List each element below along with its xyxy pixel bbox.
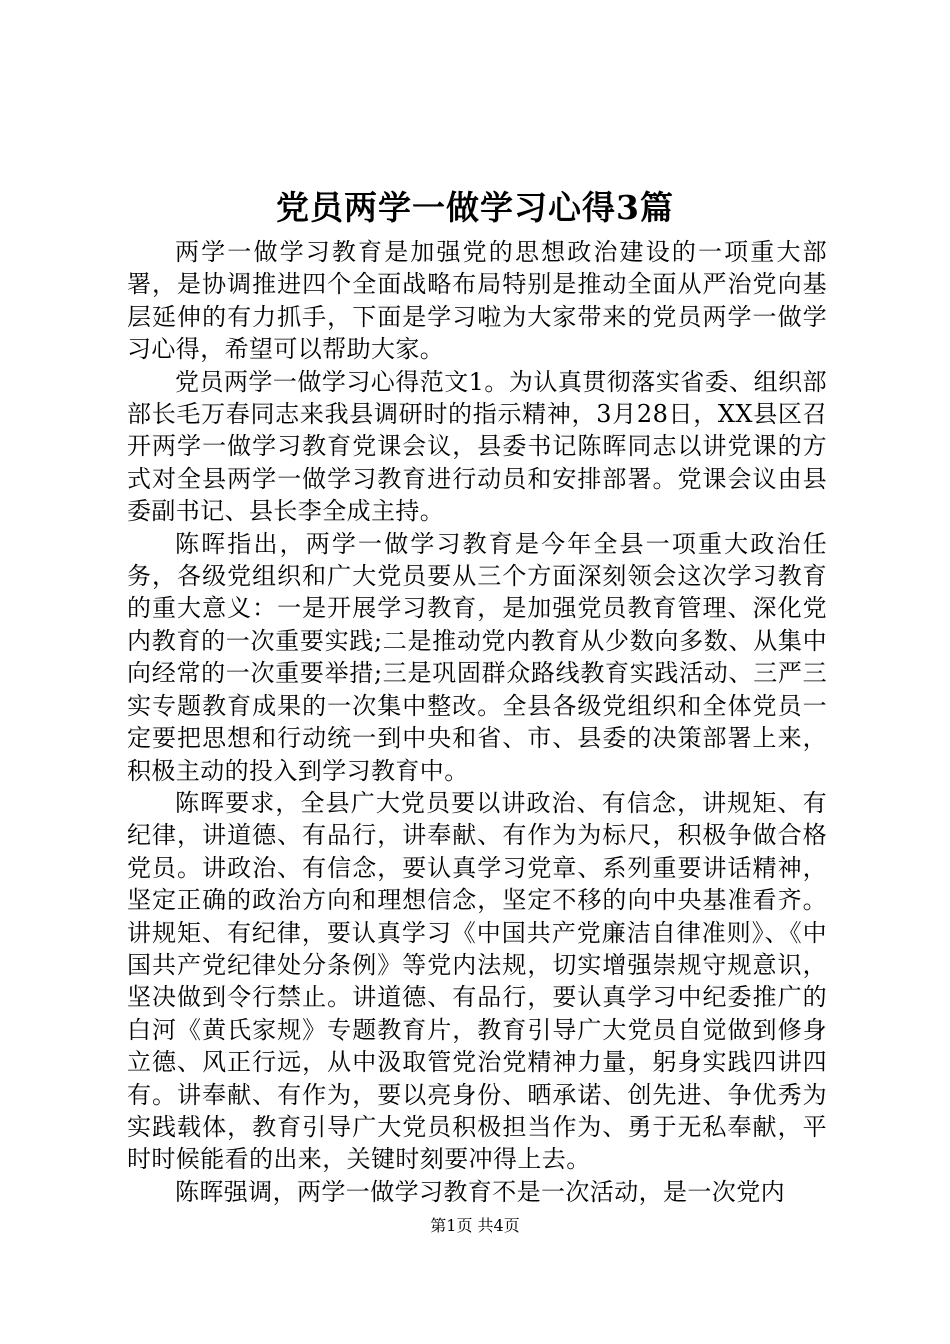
paragraph-requirements: 陈晖要求，全县广大党员要以讲政治、有信念，讲规矩、有纪律，讲道德、有品行，讲奉献、有作为为标尺，积极争做合格党员。讲政治、有信念，要认真学习党章、系列重要讲话精神，坚定正确的政治方向和理想信念，坚定不移的向中央基准看齐。讲规矩、有纪律，要认真学习《中国共产党廉洁自律准则》、《中国共产党纪律处分条例》等党内法规，切实增强崇规守规意识，坚决做到令行禁止。讲道德、有品行，要认真学习中纪委推广的白河《黄氏家规》专题教育片，教育引导广大党员自觉做到修身立德、风正行远，从中汲取管党治党精神力量，躬身实践四讲四有。讲奉献、有作为，要以亮身份、晒承诺、创先进、争优秀为实践载体，教育引导广大党员积极担当作为、勇于无私奉献，平时时候能看的出来，关键时刻要冲得上去。 — [127, 788, 827, 1174]
paragraph-significance: 陈晖指出，两学一做学习教育是今年全县一项重大政治任务，各级党组织和广大党员要从三个方面深刻领会这次学习教育的重大意义：一是开展学习教育，是加强党员教育管理、深化党内教育的一次重要实践;二是推动党内教育从少数向多数、从集中向经常的一次重要举措;三是巩固群众路线教育实践活动、三严三实专题教育成果的一次集中整改。全县各级党组织和全体党员一定要把思想和行动统一到中央和省、市、县委的决策部署上来，积极主动的投入到学习教育中。 — [127, 529, 827, 785]
paragraph-intro: 两学一做学习教育是加强党的思想政治建设的一项重大部署，是协调推进四个全面战略布局特别是推动全面从严治党向基层延伸的有力抓手，下面是学习啦为大家带来的党员两学一做学习心得，希望可以帮助大家。 — [127, 238, 827, 364]
document-title: 党员两学一做学习心得3篇 — [276, 188, 674, 227]
page-number: 第1页 共4页 — [430, 1216, 520, 1235]
document-body — [127, 236, 827, 1208]
paragraph-emphasis: 陈晖强调，两学一做学习教育不是一次活动，是一次党内 — [175, 1177, 785, 1206]
paragraph-sample-1: 党员两学一做学习心得范文1。为认真贯彻落实省委、组织部部长毛万春同志来我县调研时的指示精神，3月28日，XX县区召开两学一做学习教育党课会议，县委书记陈晖同志以讲党课的方式对全县两学一做学习教育进行动员和安排部署。党课会议由县委副书记、县长李全成主持。 — [127, 367, 827, 526]
